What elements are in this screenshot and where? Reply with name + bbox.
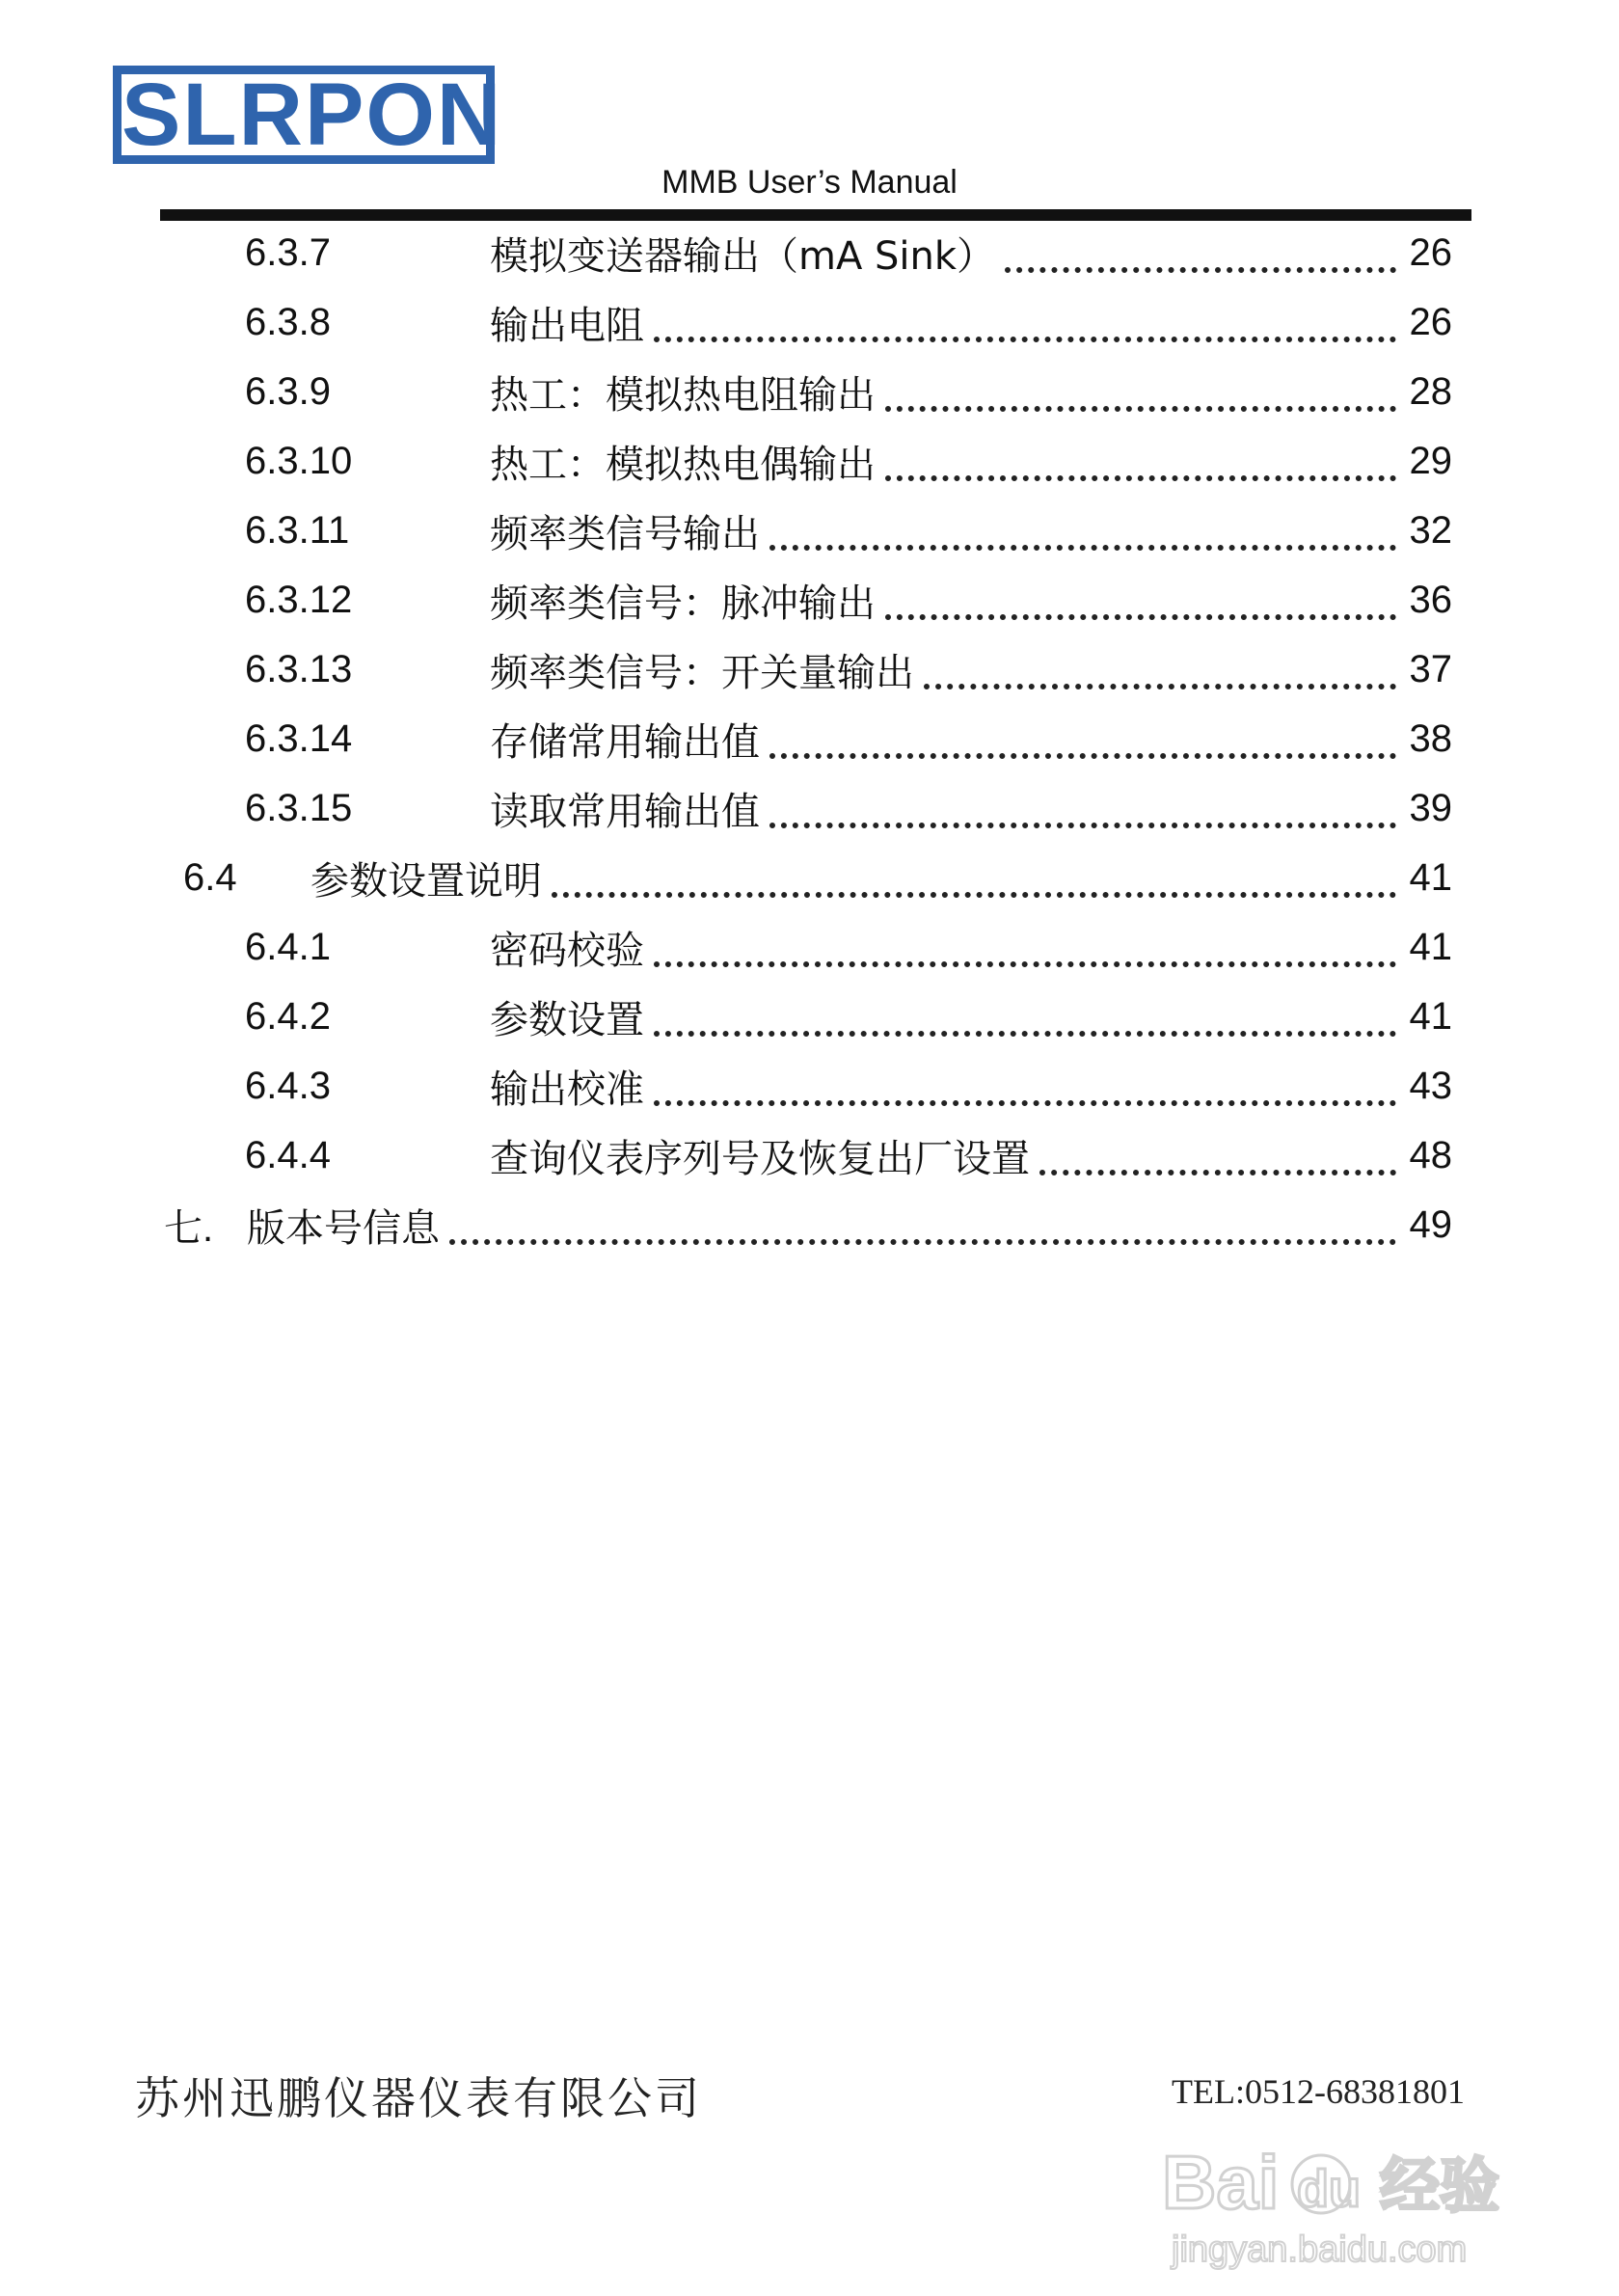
toc-entry-number: 6.3.15 (245, 786, 353, 829)
toc-entry-page: 39 (1409, 786, 1452, 829)
toc-entry-page: 41 (1409, 994, 1452, 1038)
toc-entry-number: 七. (164, 1206, 214, 1250)
toc-entry[interactable] (245, 432, 1452, 490)
toc-entry-title: 参数设置说明 (310, 858, 542, 904)
toc-entry-title: 查询仪表序列号及恢复出厂设置 (490, 1136, 1030, 1181)
toc-entry-page: 37 (1409, 647, 1452, 690)
toc-entry[interactable] (245, 293, 1452, 351)
toc-entry-number: 6.4.1 (245, 925, 331, 968)
toc-entry[interactable] (245, 918, 1452, 976)
toc-leader-dots (449, 1197, 1396, 1245)
toc-entry-page: 43 (1409, 1064, 1452, 1107)
toc-entry-page: 41 (1409, 925, 1452, 968)
toc-entry-page: 38 (1409, 716, 1452, 760)
toc-entry-title: 热工：模拟热电偶输出 (490, 442, 876, 487)
toc-entry-title: 存储常用输出值 (490, 719, 760, 765)
watermark-url: jingyan.baidu.com (1172, 2229, 1468, 2270)
toc-entry[interactable] (164, 1196, 1452, 1254)
manual-title: MMB User’s Manual (661, 164, 958, 201)
toc-leader-dots (654, 294, 1396, 342)
toc-entry-page: 32 (1409, 508, 1452, 552)
footer-company-name: 苏州迅鹏仪器仪表有限公司 (135, 2072, 702, 2124)
footer-telephone: TEL:0512-68381801 (1172, 2072, 1465, 2111)
toc-entry-page: 26 (1409, 230, 1452, 274)
toc-entry-number: 6.3.9 (245, 369, 331, 413)
toc-entry-title: 频率类信号：脉冲输出 (490, 581, 876, 626)
toc-leader-dots (885, 364, 1396, 412)
toc-leader-dots (885, 433, 1396, 481)
toc-leader-dots (654, 1058, 1396, 1106)
toc-leader-dots (1005, 225, 1396, 273)
toc-leader-dots (1039, 1127, 1396, 1175)
toc-entry-title: 输出电阻 (490, 303, 644, 348)
toc-entry-page: 36 (1409, 578, 1452, 621)
toc-entry-title: 频率类信号：开关量输出 (490, 650, 914, 695)
toc-entry[interactable] (245, 779, 1452, 837)
toc-entry-page: 48 (1409, 1133, 1452, 1176)
toc-entry-number: 6.3.13 (245, 647, 353, 690)
toc-entry-number: 6.3.14 (245, 716, 353, 760)
toc-entry-page: 28 (1409, 369, 1452, 413)
toc-leader-dots (885, 572, 1396, 620)
toc-entry-number: 6.4.2 (245, 994, 331, 1038)
toc-entry-title: 频率类信号输出 (490, 511, 760, 556)
company-logo (113, 66, 503, 164)
toc-leader-dots (552, 850, 1396, 898)
toc-entry-number: 6.4.4 (245, 1133, 331, 1176)
header-rule (160, 209, 1471, 221)
toc-leader-dots (654, 919, 1396, 967)
toc-leader-dots (769, 502, 1396, 551)
toc-entry-number: 6.3.8 (245, 300, 331, 343)
toc-entry[interactable] (245, 363, 1452, 420)
toc-entry[interactable] (183, 849, 1452, 906)
toc-entry[interactable] (245, 571, 1452, 629)
toc-entry[interactable] (245, 640, 1452, 698)
toc-entry-title: 输出校准 (490, 1067, 644, 1112)
toc-entry-title: 版本号信息 (247, 1205, 440, 1251)
toc-leader-dots (769, 711, 1396, 759)
toc-entry-number: 6.4.3 (245, 1064, 331, 1107)
toc-leader-dots (924, 641, 1396, 689)
toc-entry-title: 模拟变送器输出（mA Sink） (490, 233, 996, 279)
toc-entry[interactable] (245, 224, 1452, 282)
watermark-brand: Bai (1162, 2140, 1280, 2225)
toc-entry-page: 26 (1409, 300, 1452, 343)
toc-entry-number: 6.3.7 (245, 230, 331, 274)
toc-entry-title: 读取常用输出值 (490, 789, 760, 834)
toc-entry-number: 6.4 (183, 855, 237, 899)
toc-entry[interactable] (245, 987, 1452, 1045)
toc-entry-page: 49 (1409, 1202, 1452, 1246)
toc-entry-number: 6.3.10 (245, 439, 353, 482)
toc-entry-page: 29 (1409, 439, 1452, 482)
watermark-paw-text: du (1297, 2160, 1361, 2218)
toc-leader-dots (769, 780, 1396, 828)
toc-entry-page: 41 (1409, 855, 1452, 899)
baidu-jingyan-watermark (1152, 2131, 1538, 2276)
toc-entry[interactable] (245, 501, 1452, 559)
toc-entry-title: 热工：模拟热电阻输出 (490, 372, 876, 418)
toc-entry[interactable] (245, 710, 1452, 768)
toc-entry-number: 6.3.12 (245, 578, 353, 621)
toc-entry[interactable] (245, 1057, 1452, 1115)
toc-entry-title: 参数设置 (490, 997, 644, 1042)
logo-text: SLRPON (121, 66, 503, 164)
watermark-cn: 经验 (1380, 2150, 1500, 2221)
toc-entry-title: 密码校验 (490, 928, 644, 973)
toc-entry[interactable] (245, 1126, 1452, 1184)
toc-leader-dots (654, 988, 1396, 1037)
toc-entry-number: 6.3.11 (245, 508, 350, 552)
